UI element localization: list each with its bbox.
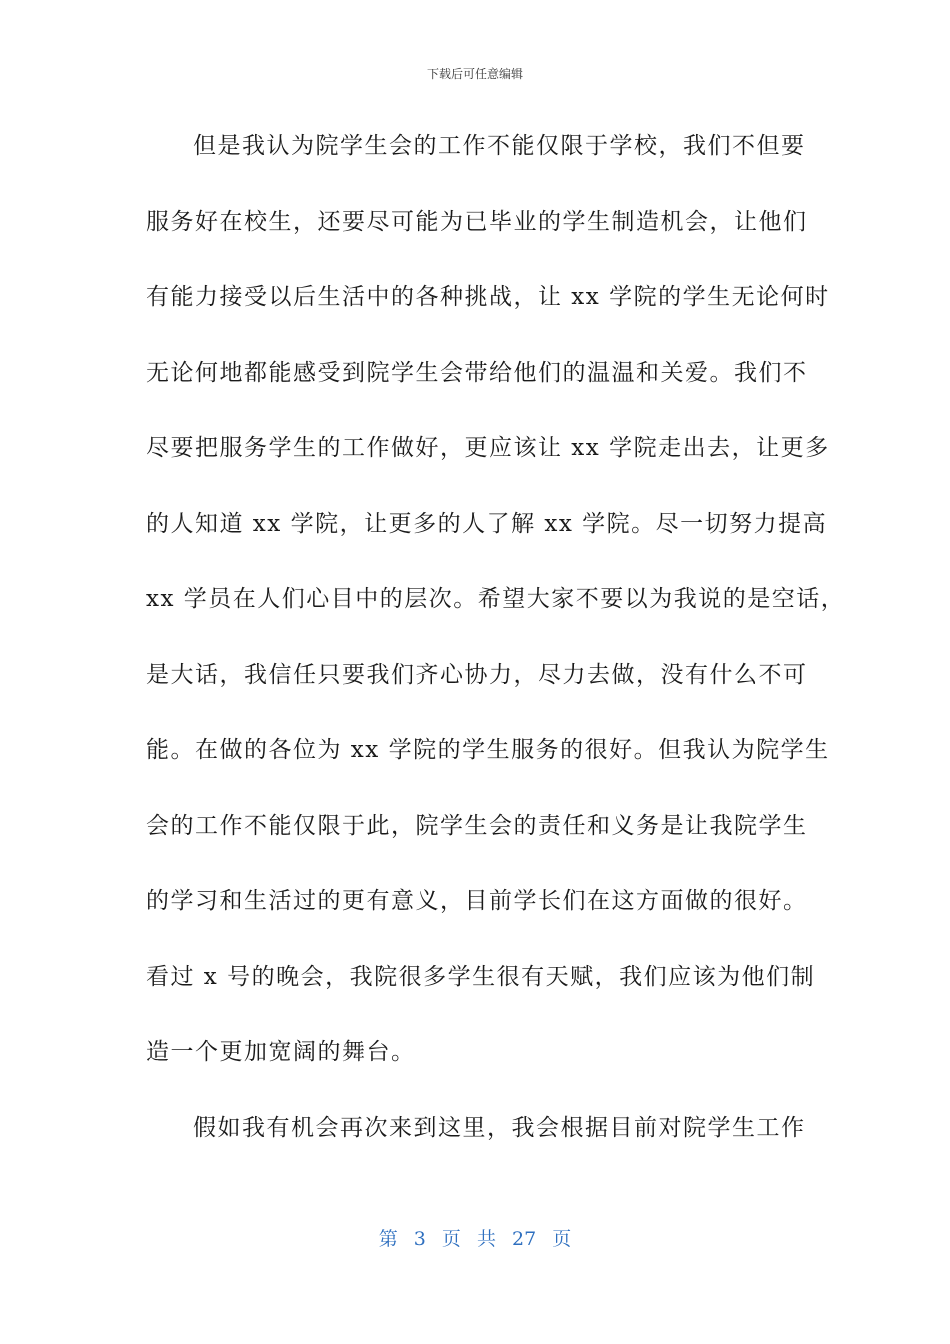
body-line-3: 有能力接受以后生活中的各种挑战，让 xx 学院的学生无论何时 — [146, 284, 830, 310]
body-line-11: 的学习和生活过的更有意义，目前学长们在这方面做的很好。 — [146, 888, 808, 914]
body-line-13: 造一个更加宽阔的舞台。 — [146, 1039, 416, 1065]
body-line-10: 会的工作不能仅限于此，院学生会的责任和义务是让我院学生 — [146, 812, 808, 839]
body-line-5: 尽要把服务学生的工作做好，更应该让 xx 学院走出去，让更多 — [146, 435, 830, 461]
body-line-8: 是大话，我信任只要我们齐心协力，尽力去做，没有什么不可 — [146, 661, 808, 688]
document-body — [146, 126, 846, 1183]
body-line-14: 假如我有机会再次来到这里，我会根据目前对院学生工作 — [193, 1114, 806, 1141]
page-header: 下载后可任意编辑 — [426, 67, 523, 81]
body-line-1: 但是我认为院学生会的工作不能仅限于学校，我们不但要 — [193, 133, 806, 159]
body-line-2: 服务好在校生，还要尽可能为已毕业的学生制造机会，让他们 — [146, 208, 808, 235]
body-line-12: 看过 x 号的晚会，我院很多学生很有天赋，我们应该为他们制 — [146, 963, 816, 990]
body-line-6: 的人知道 xx 学院，让更多的人了解 xx 学院。尽一切努力提高 — [146, 510, 828, 537]
body-line-7: xx 学员在人们心目中的层次。希望大家不要以为我说的是空话， — [146, 586, 846, 612]
page-number: 第 3 页 共 27 页 — [378, 1228, 572, 1250]
body-line-4: 无论何地都能感受到院学生会带给他们的温温和关爱。我们不 — [146, 359, 808, 386]
body-line-9: 能。在做的各位为 xx 学院的学生服务的很好。但我认为院学生 — [146, 737, 830, 763]
